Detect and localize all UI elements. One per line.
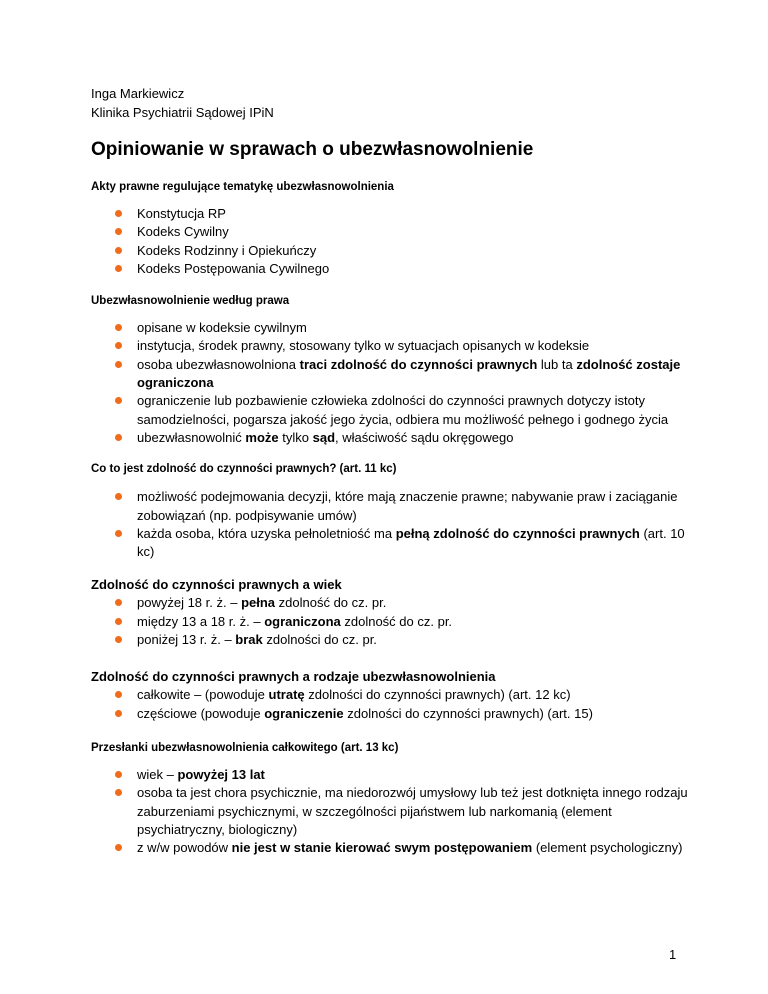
- text-run: (art. 10 kc): [137, 525, 685, 560]
- page-number: 1: [669, 947, 677, 962]
- text-run: między 13 a 18 r. ż. –: [137, 613, 265, 629]
- bold-text: pełną zdolność do czynności prawnych: [395, 525, 640, 541]
- bullet-icon: [115, 599, 122, 606]
- bold-text: powyżej 13 lat: [177, 766, 265, 782]
- text-run: ubezwłasnowolnić: [137, 429, 246, 445]
- text-run: częściowe (powoduje: [137, 705, 265, 721]
- bullet-icon: [115, 618, 122, 625]
- bullet-list: [91, 205, 691, 278]
- bullet-icon: [115, 691, 122, 698]
- text-run: (element psychologiczny): [532, 840, 683, 856]
- text-run: Kodeks Cywilny: [137, 224, 229, 240]
- author-name: Inga Markiewicz: [91, 86, 185, 101]
- list-item: [91, 686, 691, 704]
- bullet-list: [91, 686, 691, 723]
- list-item: [91, 705, 691, 723]
- bullet-icon: [115, 342, 122, 349]
- text-run: osoba ubezwłasnowolniona: [137, 356, 300, 372]
- bold-text: może: [245, 429, 279, 445]
- bold-text: sąd: [312, 429, 336, 445]
- text-run: Kodeks Postępowania Cywilnego: [137, 260, 330, 276]
- bullet-icon: [115, 493, 122, 500]
- bold-text: utratę: [268, 687, 305, 703]
- page-content: [91, 84, 691, 857]
- text-run: zdolności do cz. pr.: [262, 632, 377, 648]
- bullet-icon: [115, 530, 122, 537]
- text-run: zdolność do cz. pr.: [275, 595, 387, 611]
- list-item: [91, 766, 691, 784]
- bold-text: brak: [235, 632, 263, 648]
- bullet-icon: [115, 771, 122, 778]
- list-item: [91, 223, 691, 241]
- bold-text: ograniczona: [264, 613, 341, 629]
- bullet-list: [91, 488, 691, 561]
- text-run: ograniczenie lub pozbawienie człowieka zdolności do czynności prawnych dotyczy istoty samodzielności, pogarsza jakość jego życia, odbiera mu możliwość pełnego i godnego życia: [137, 393, 669, 427]
- text-run: Kodeks Rodzinny i Opiekuńczy: [137, 242, 317, 258]
- text-run: Konstytucja RP: [137, 206, 226, 221]
- bullet-icon: [115, 434, 122, 441]
- text-run: osoba ta jest chora psychicznie, ma niedorozwój umysłowy lub też jest dotknięta innego rodzaju zaburzeniami psychicznymi, w szczególności pijaństwem lub narkomanią (element psychiatryczny, biologiczny): [137, 785, 688, 837]
- bullet-icon: [115, 361, 122, 368]
- bullet-icon: [115, 210, 122, 217]
- text-run: zdolności do czynności prawnych) (art. 12 kc): [304, 687, 571, 703]
- bullet-icon: [115, 247, 122, 254]
- text-run: poniżej 13 r. ż. –: [137, 632, 236, 648]
- list-item: [91, 613, 691, 631]
- bullet-icon: [115, 397, 122, 404]
- bold-text: pełna: [241, 595, 276, 611]
- list-item: [91, 594, 691, 612]
- section-heading: Zdolność do czynności prawnych a rodzaje ubezwłasnowolnienia: [91, 669, 496, 685]
- bullet-icon: [115, 265, 122, 272]
- bullet-list: [91, 319, 691, 447]
- list-item: [91, 260, 691, 278]
- list-item: [91, 784, 691, 839]
- list-item: [91, 631, 691, 649]
- bullet-list: [91, 766, 691, 857]
- list-item: [91, 488, 691, 525]
- section-heading: Akty prawne regulujące tematykę ubezwłasnowolnienia: [91, 181, 394, 193]
- section-heading: Przesłanki ubezwłasnowolnienia całkowitego (art. 13 kc): [91, 741, 399, 754]
- text-run: zdolność do cz. pr.: [340, 613, 453, 629]
- bullet-icon: [115, 789, 122, 796]
- bullet-list: [91, 594, 691, 649]
- bullet-icon: [115, 636, 122, 643]
- author-affiliation: Klinika Psychiatrii Sądowej IPiN: [91, 105, 274, 120]
- list-item: [91, 525, 691, 562]
- text-run: powyżej 18 r. ż. –: [137, 595, 242, 611]
- section-heading: Zdolność do czynności prawnych a wiek: [91, 577, 342, 593]
- bullet-icon: [115, 324, 122, 331]
- list-item: [91, 319, 691, 337]
- list-item: [91, 205, 691, 223]
- text-run: z w/w powodów: [137, 840, 232, 856]
- text-run: tylko: [278, 429, 313, 445]
- list-item: [91, 839, 691, 857]
- bullet-icon: [115, 228, 122, 235]
- text-run: instytucja, środek prawny, stosowany tylko w sytuacjach opisanych w kodeksie: [137, 338, 590, 354]
- text-run: , właściwość sądu okręgowego: [335, 429, 514, 445]
- text-run: możliwość podejmowania decyzji, które mają znaczenie prawne; nabywanie praw i zaciąganie zobowiązań (np. podpisywanie umów): [137, 489, 678, 523]
- text-run: zdolności do czynności prawnych) (art. 15): [343, 705, 593, 721]
- section-heading: Ubezwłasnowolnienie według prawa: [91, 295, 290, 308]
- text-run: lub ta: [537, 356, 577, 372]
- text-run: każda osoba, która uzyska pełnoletniość ma: [137, 525, 396, 541]
- section-heading: Co to jest zdolność do czynności prawnych? (art. 11 kc): [91, 463, 397, 476]
- bullet-icon: [115, 844, 122, 851]
- bold-text: zdolność zostaje ograniczona: [137, 356, 681, 391]
- text-run: całkowite – (powoduje: [137, 687, 269, 703]
- text-run: opisane w kodeksie cywilnym: [137, 320, 307, 336]
- document-title: Opiniowanie w sprawach o ubezwłasnowolnienie: [91, 139, 534, 160]
- text-run: wiek –: [137, 766, 178, 782]
- list-item: [91, 429, 691, 447]
- bold-text: traci zdolność do czynności prawnych: [299, 356, 538, 372]
- list-item: [91, 337, 691, 355]
- bullet-icon: [115, 710, 122, 717]
- list-item: [91, 392, 691, 429]
- list-item: [91, 242, 691, 260]
- bold-text: nie jest w stanie kierować swym postępowaniem: [231, 840, 533, 856]
- bold-text: ograniczenie: [264, 705, 344, 721]
- list-item: [91, 356, 691, 393]
